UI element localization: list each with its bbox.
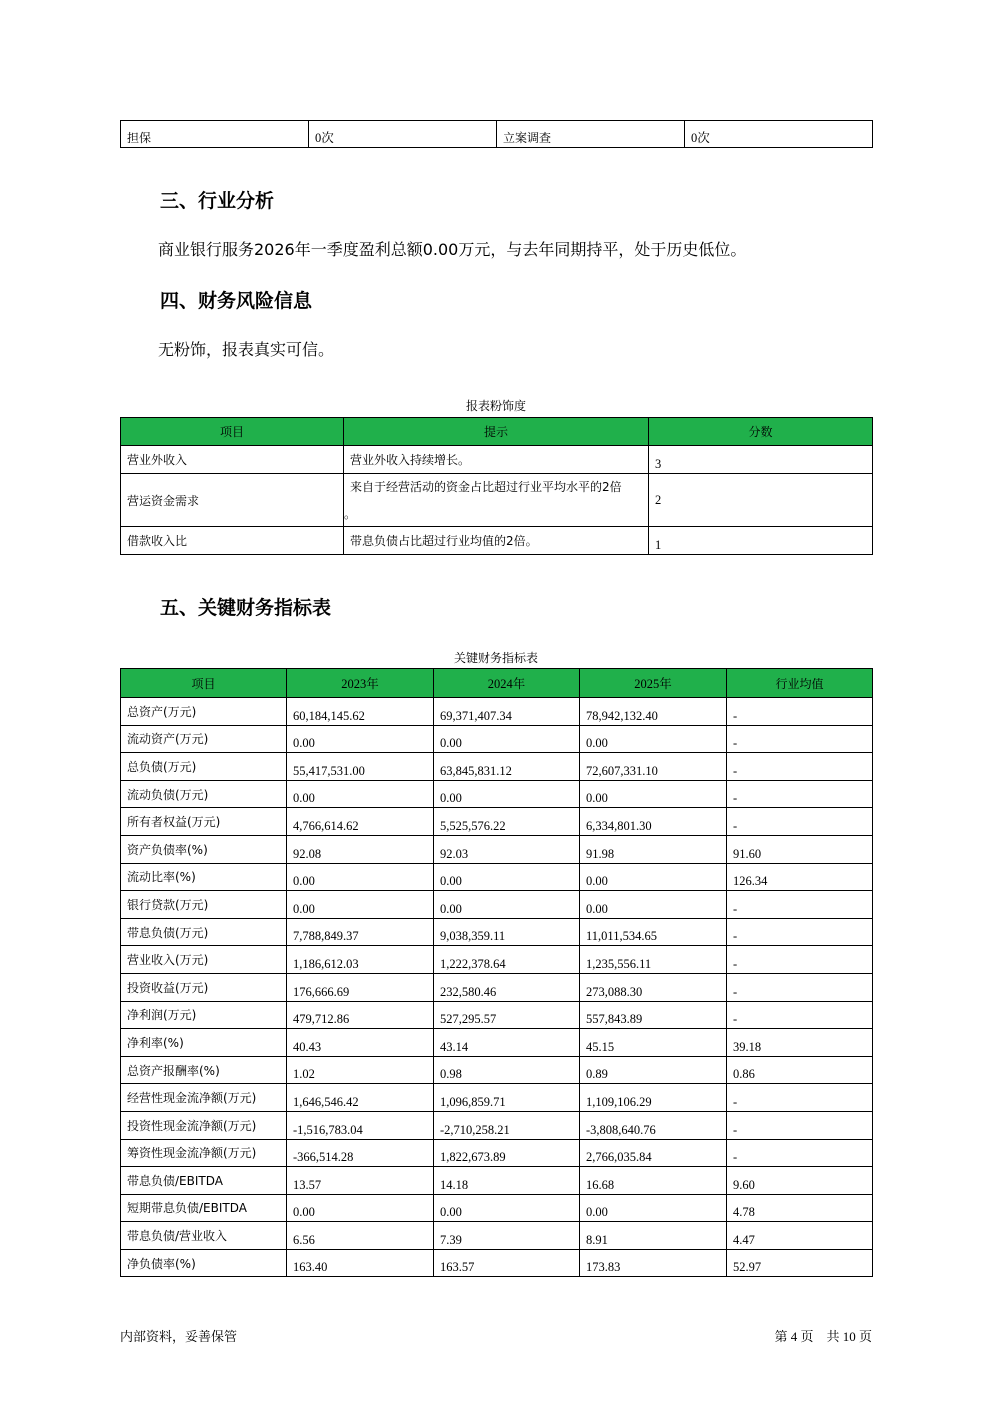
table-cell: 4.78 bbox=[727, 1194, 873, 1222]
table-row bbox=[121, 725, 873, 753]
table-cell: 带息负债/营业收入 bbox=[121, 1222, 287, 1250]
table-row bbox=[121, 891, 873, 919]
table-cell: 1.02 bbox=[287, 1056, 434, 1084]
table-row bbox=[121, 527, 873, 555]
table-cell: 0.00 bbox=[580, 725, 727, 753]
table-cell: 63,845,831.12 bbox=[434, 753, 580, 781]
table-cell: 557,843.89 bbox=[580, 1001, 727, 1029]
table-cell: 营业外收入持续增长。 bbox=[344, 446, 649, 474]
table-cell: 55,417,531.00 bbox=[287, 753, 434, 781]
table-cell: 0.98 bbox=[434, 1056, 580, 1084]
table-cell: - bbox=[727, 918, 873, 946]
table-cell: 0.00 bbox=[580, 891, 727, 919]
section-heading-industry: 三、行业分析 bbox=[160, 190, 275, 212]
table-cell: 6,334,801.30 bbox=[580, 808, 727, 836]
table-header-row bbox=[121, 669, 873, 698]
table-cell: 1,222,378.64 bbox=[434, 946, 580, 974]
table-cell: 0.00 bbox=[580, 780, 727, 808]
table-cell: 1,646,546.42 bbox=[287, 1084, 434, 1112]
table-cell: 立案调查 bbox=[497, 121, 685, 148]
table-header: 2025年 bbox=[580, 669, 727, 698]
table-cell: 带息负债/EBITDA bbox=[121, 1167, 287, 1195]
table-cell: 13.57 bbox=[287, 1167, 434, 1195]
table-header: 项目 bbox=[121, 418, 344, 446]
table-cell: 40.43 bbox=[287, 1029, 434, 1057]
table-cell: 借款收入比 bbox=[121, 527, 344, 555]
section-text-risk: 无粉饰，报表真实可信。 bbox=[158, 340, 335, 359]
table-cell: 0.00 bbox=[287, 725, 434, 753]
hint-text-cont: 。 bbox=[344, 507, 357, 521]
table-cell: - bbox=[727, 698, 873, 726]
table-cell: 0次 bbox=[685, 121, 873, 148]
table-cell: 经营性现金流净额(万元) bbox=[121, 1084, 287, 1112]
section-heading-risk: 四、财务风险信息 bbox=[160, 290, 313, 312]
table-row bbox=[121, 1056, 873, 1084]
table-cell: -366,514.28 bbox=[287, 1139, 434, 1167]
table-cell: 2 bbox=[649, 474, 873, 527]
table-cell: 163.40 bbox=[287, 1249, 434, 1277]
table-cell: - bbox=[727, 725, 873, 753]
table-cell: 0次 bbox=[309, 121, 497, 148]
table-cell: 69,371,407.34 bbox=[434, 698, 580, 726]
table-cell: - bbox=[727, 1111, 873, 1139]
table-cell: -3,808,640.76 bbox=[580, 1111, 727, 1139]
table-cell: 0.86 bbox=[727, 1056, 873, 1084]
table-cell: - bbox=[727, 808, 873, 836]
table-row bbox=[121, 1084, 873, 1112]
table-cell: 投资性现金流净额(万元) bbox=[121, 1111, 287, 1139]
table-cell: 流动负债(万元) bbox=[121, 780, 287, 808]
table-cell: 176,666.69 bbox=[287, 973, 434, 1001]
table-cell: 3 bbox=[649, 446, 873, 474]
table-cell: 0.00 bbox=[287, 891, 434, 919]
risk-table bbox=[120, 417, 873, 555]
table-cell: 筹资性现金流净额(万元) bbox=[121, 1139, 287, 1167]
table-row bbox=[121, 1249, 873, 1277]
table-cell: 1 bbox=[649, 527, 873, 555]
table-row bbox=[121, 1167, 873, 1195]
kpi-table-caption: 关键财务指标表 bbox=[453, 651, 538, 665]
table-cell: 营业收入(万元) bbox=[121, 946, 287, 974]
table-header: 项目 bbox=[121, 669, 287, 698]
table-cell: 所有者权益(万元) bbox=[121, 808, 287, 836]
table-cell: 0.00 bbox=[434, 1194, 580, 1222]
table-cell: 2,766,035.84 bbox=[580, 1139, 727, 1167]
section-text-industry: 商业银行服务2026年一季度盈利总额0.00万元，与去年同期持平，处于历史低位。 bbox=[158, 240, 747, 259]
table-cell: 带息负债占比超过行业均值的2倍。 bbox=[344, 527, 649, 555]
table-cell: 短期带息负债/EBITDA bbox=[121, 1194, 287, 1222]
table-cell: 92.03 bbox=[434, 835, 580, 863]
table-cell: 78,942,132.40 bbox=[580, 698, 727, 726]
table-cell: - bbox=[727, 1001, 873, 1029]
table-cell: 总资产报酬率(%) bbox=[121, 1056, 287, 1084]
table-cell: -1,516,783.04 bbox=[287, 1111, 434, 1139]
table-cell: 1,096,859.71 bbox=[434, 1084, 580, 1112]
table-cell: 527,295.57 bbox=[434, 1001, 580, 1029]
table-cell: - bbox=[727, 1084, 873, 1112]
table-cell: 1,235,556.11 bbox=[580, 946, 727, 974]
table-cell: 479,712.86 bbox=[287, 1001, 434, 1029]
table-cell: 9.60 bbox=[727, 1167, 873, 1195]
table-cell: 60,184,145.62 bbox=[287, 698, 434, 726]
table-cell: 0.00 bbox=[287, 863, 434, 891]
table-cell: 7,788,849.37 bbox=[287, 918, 434, 946]
table-cell: - bbox=[727, 891, 873, 919]
table-cell: - bbox=[727, 753, 873, 781]
table-cell: 银行贷款(万元) bbox=[121, 891, 287, 919]
table-cell: 5,525,576.22 bbox=[434, 808, 580, 836]
table-cell: 52.97 bbox=[727, 1249, 873, 1277]
table-row bbox=[121, 1111, 873, 1139]
table-cell: 8.91 bbox=[580, 1222, 727, 1250]
table-cell: 总负债(万元) bbox=[121, 753, 287, 781]
table-cell: - bbox=[727, 1139, 873, 1167]
section-heading-kpi: 五、关键财务指标表 bbox=[160, 597, 332, 619]
table-cell: 总资产(万元) bbox=[121, 698, 287, 726]
table-cell: 0.89 bbox=[580, 1056, 727, 1084]
table-cell: 126.34 bbox=[727, 863, 873, 891]
table-cell: 4,766,614.62 bbox=[287, 808, 434, 836]
table-header: 行业均值 bbox=[727, 669, 873, 698]
table-cell: 7.39 bbox=[434, 1222, 580, 1250]
table-cell: 232,580.46 bbox=[434, 973, 580, 1001]
table-row bbox=[121, 1029, 873, 1057]
table-cell: 0.00 bbox=[434, 780, 580, 808]
table-cell: 45.15 bbox=[580, 1029, 727, 1057]
table-cell: 91.98 bbox=[580, 835, 727, 863]
table-cell: 43.14 bbox=[434, 1029, 580, 1057]
table-cell: 带息负债(万元) bbox=[121, 918, 287, 946]
table-cell: 流动比率(%) bbox=[121, 863, 287, 891]
table-row bbox=[121, 973, 873, 1001]
table-row bbox=[121, 1001, 873, 1029]
table-row bbox=[121, 918, 873, 946]
table-cell: 净利润(万元) bbox=[121, 1001, 287, 1029]
table-cell: 11,011,534.65 bbox=[580, 918, 727, 946]
table-cell: 91.60 bbox=[727, 835, 873, 863]
table-cell: 16.68 bbox=[580, 1167, 727, 1195]
table-cell: 1,109,106.29 bbox=[580, 1084, 727, 1112]
table-row bbox=[121, 446, 873, 474]
table-cell: 72,607,331.10 bbox=[580, 753, 727, 781]
kpi-table bbox=[120, 668, 873, 1277]
table-cell: - bbox=[727, 973, 873, 1001]
table-row bbox=[121, 1222, 873, 1250]
table-cell: 担保 bbox=[121, 121, 309, 148]
table-cell: 273,088.30 bbox=[580, 973, 727, 1001]
table-cell: 9,038,359.11 bbox=[434, 918, 580, 946]
table-cell: 0.00 bbox=[434, 863, 580, 891]
risk-table-caption: 报表粉饰度 bbox=[465, 399, 526, 413]
table-row bbox=[121, 698, 873, 726]
table-cell: 营业外收入 bbox=[121, 446, 344, 474]
guarantee-table bbox=[120, 120, 873, 148]
table-header: 2024年 bbox=[434, 669, 580, 698]
table-row bbox=[121, 753, 873, 781]
table-row bbox=[121, 1194, 873, 1222]
table-header: 2023年 bbox=[287, 669, 434, 698]
table-cell: 1,186,612.03 bbox=[287, 946, 434, 974]
table-header: 提示 bbox=[344, 418, 649, 446]
table-cell: - bbox=[727, 780, 873, 808]
table-row bbox=[121, 808, 873, 836]
table-cell: 净负债率(%) bbox=[121, 1249, 287, 1277]
table-cell: 4.47 bbox=[727, 1222, 873, 1250]
table-cell: -2,710,258.21 bbox=[434, 1111, 580, 1139]
table-header: 分数 bbox=[649, 418, 873, 446]
table-cell: 1,822,673.89 bbox=[434, 1139, 580, 1167]
table-cell: 营运资金需求 bbox=[121, 474, 344, 527]
table-row bbox=[121, 780, 873, 808]
table-row bbox=[121, 946, 873, 974]
table-row bbox=[121, 1139, 873, 1167]
table-cell: 资产负债率(%) bbox=[121, 835, 287, 863]
table-cell: 0.00 bbox=[580, 1194, 727, 1222]
table-cell: 6.56 bbox=[287, 1222, 434, 1250]
hint-text: 来自于经营活动的资金占比超过行业平均水平的2倍 bbox=[350, 480, 622, 494]
table-cell: 163.57 bbox=[434, 1249, 580, 1277]
table-cell: 0.00 bbox=[434, 725, 580, 753]
table-row bbox=[121, 863, 873, 891]
table-cell: 0.00 bbox=[287, 1194, 434, 1222]
footer-note: 内部资料，妥善保管 bbox=[120, 1330, 238, 1345]
table-cell: 0.00 bbox=[434, 891, 580, 919]
footer-page-number: 第 4 页 共 10 页 bbox=[774, 1329, 872, 1344]
table-cell: 流动资产(万元) bbox=[121, 725, 287, 753]
table-cell bbox=[344, 474, 649, 527]
table-cell: 净利率(%) bbox=[121, 1029, 287, 1057]
table-cell: 0.00 bbox=[580, 863, 727, 891]
table-row bbox=[121, 474, 873, 527]
table-cell: 投资收益(万元) bbox=[121, 973, 287, 1001]
table-cell: 92.08 bbox=[287, 835, 434, 863]
table-row bbox=[121, 835, 873, 863]
table-cell: 14.18 bbox=[434, 1167, 580, 1195]
table-cell: 39.18 bbox=[727, 1029, 873, 1057]
table-cell: 0.00 bbox=[287, 780, 434, 808]
table-cell: 173.83 bbox=[580, 1249, 727, 1277]
table-cell: - bbox=[727, 946, 873, 974]
